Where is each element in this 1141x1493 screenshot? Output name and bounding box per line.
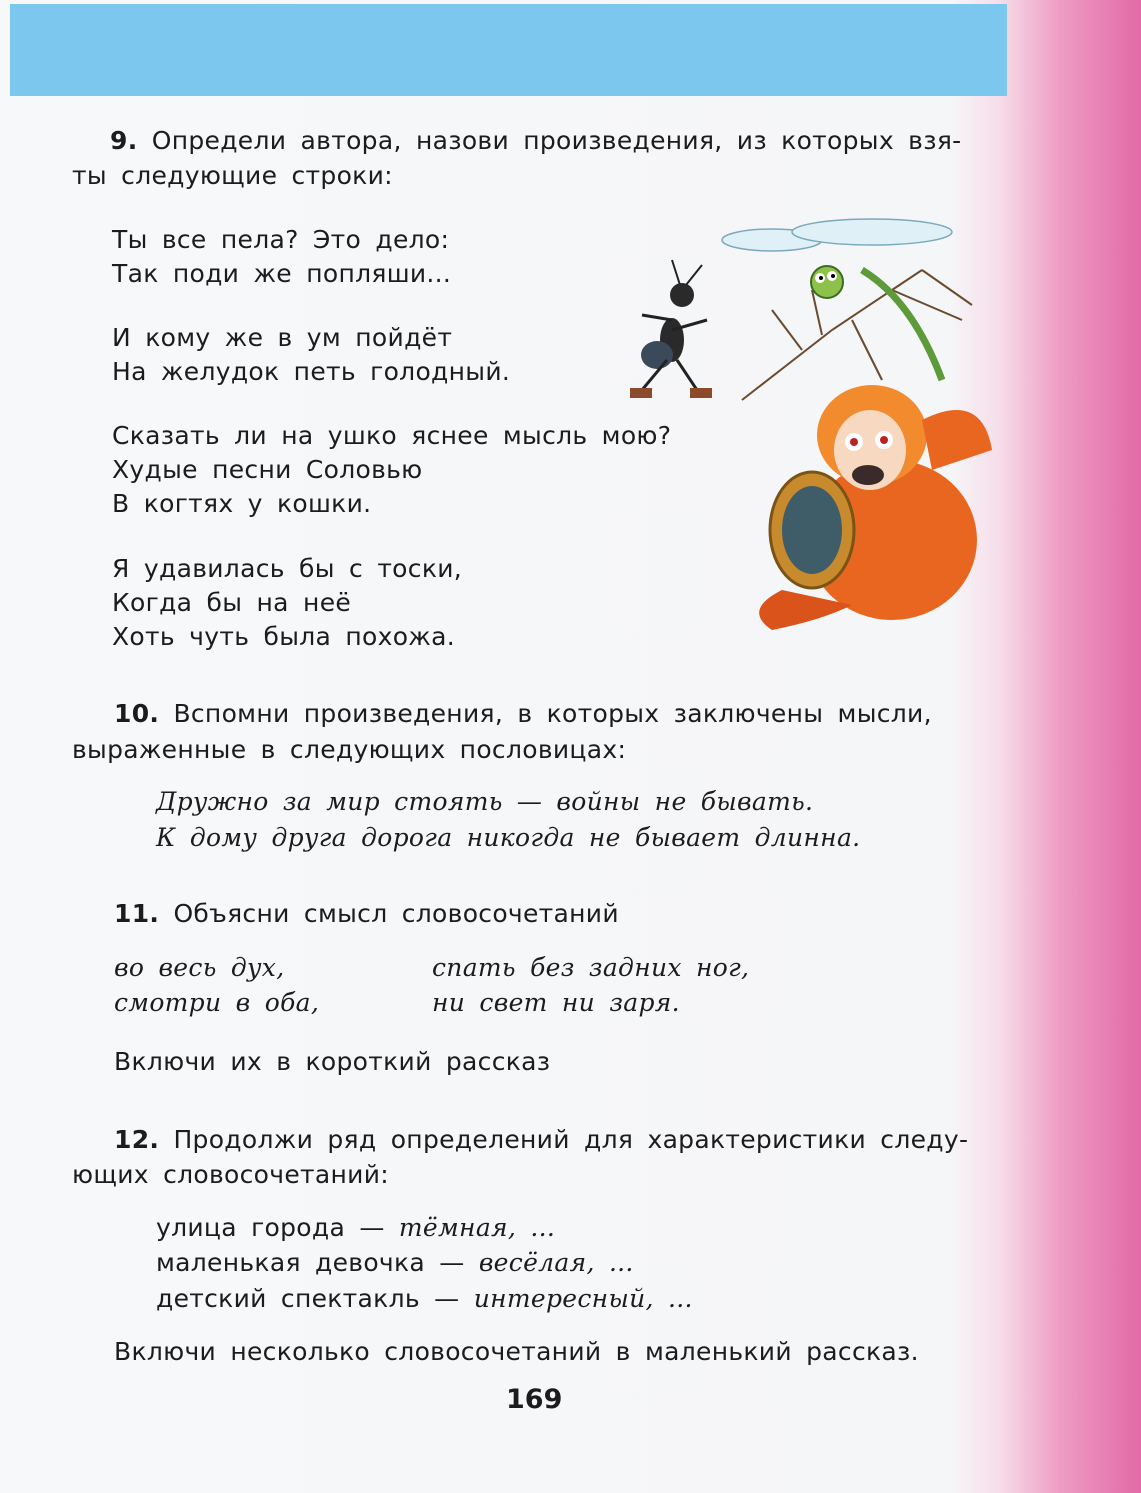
phrase: смотри в оба, xyxy=(114,988,320,1017)
task10-number: 10. xyxy=(114,699,160,728)
task11-number: 11. xyxy=(114,899,160,928)
task10-line1: 10. Вспомни произведения, в которых заключены мысли, xyxy=(114,699,932,728)
monkey-drawing xyxy=(759,385,992,630)
task9-quote: Так поди же попляши... xyxy=(112,259,452,288)
task12-item: улица города — тёмная, ... xyxy=(156,1213,556,1242)
fables-illustration xyxy=(622,210,1002,640)
task9-number: 9. xyxy=(110,126,138,155)
dragonfly-drawing xyxy=(722,219,952,380)
task9-quote: Я удавилась бы с тоски, xyxy=(112,554,463,583)
task11-line1: 11. Объясни смысл словосочетаний xyxy=(114,899,619,928)
phrase: во весь дух, xyxy=(114,953,285,982)
task9-quote: Худые песни Соловью xyxy=(112,455,423,484)
task12-line1: 12. Продолжи ряд определений для характеристики следу- xyxy=(114,1125,969,1154)
task10-line2: выраженные в следующих пословицах: xyxy=(72,735,627,764)
phrase: ни свет ни заря. xyxy=(432,988,680,1017)
ant-drawing xyxy=(630,260,712,398)
task11-line2: Включи их в короткий рассказ xyxy=(114,1047,551,1076)
task12-item: маленькая девочка — весёлая, ... xyxy=(156,1248,634,1277)
phrase: спать без задних ног, xyxy=(432,953,750,982)
task12-line2: ющих словосочетаний: xyxy=(72,1160,389,1189)
page-number: 169 xyxy=(506,1384,563,1415)
header-band xyxy=(10,4,1007,96)
task9-quote: Хоть чуть была похожа. xyxy=(112,622,455,651)
task9-quote: Ты все пела? Это дело: xyxy=(112,225,450,254)
task9-quote: Сказать ли на ушко яснее мысль мою? xyxy=(112,421,672,450)
task12-number: 12. xyxy=(114,1125,160,1154)
task9-line1: 9. Определи автора, назови произведения, из которых взя- xyxy=(110,126,962,155)
task9-line2: ты следующие строки: xyxy=(72,161,393,190)
task9-quote: Когда бы на неё xyxy=(112,588,352,617)
task12-item: детский спектакль — интересный, ... xyxy=(156,1284,693,1313)
task9-quote: На желудок петь голодный. xyxy=(112,357,511,386)
branch-drawing xyxy=(742,270,972,400)
proverb: Дружно за мир стоять — войны не бывать. xyxy=(156,787,814,816)
task9-quote: И кому же в ум пойдёт xyxy=(112,323,453,352)
task12-line3: Включи несколько словосочетаний в маленький рассказ. xyxy=(114,1337,919,1366)
proverb: К дому друга дорога никогда не бывает длинна. xyxy=(156,823,861,852)
task9-quote: В когтях у кошки. xyxy=(112,489,372,518)
